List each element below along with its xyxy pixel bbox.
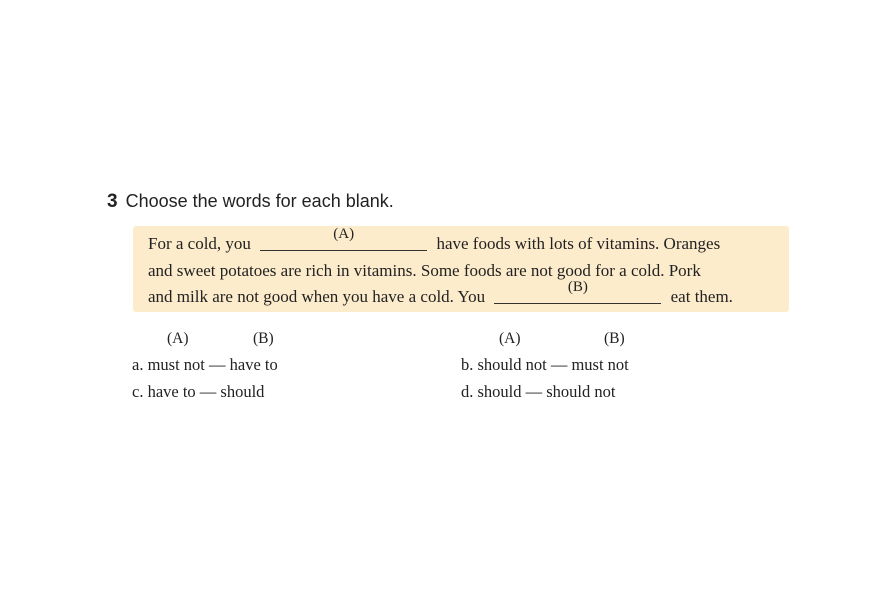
choice-b[interactable]: b. should not — must not [461, 355, 629, 374]
question-prompt: Choose the words for each blank. [125, 191, 394, 211]
passage-line-1 [148, 226, 789, 258]
column-header-right-a: (A) [499, 330, 521, 347]
choice-c[interactable]: c. have to — should [132, 382, 265, 401]
choice-a[interactable]: a. must not — have to [132, 355, 278, 374]
column-header-right-b: (B) [604, 330, 625, 347]
column-header-left-a: (A) [167, 330, 189, 347]
passage-text: have foods with lots of vitamins. Oranges [436, 234, 721, 253]
passage-box [133, 226, 789, 312]
passage-text: and sweet potatoes are rich in vitamins. Some foods are not good for a cold. Pork [148, 260, 701, 280]
passage-text: For a cold, you [148, 234, 251, 253]
question-header [107, 191, 394, 215]
blank-a-label: (A) [333, 226, 355, 242]
choice-d[interactable]: d. should — should not [461, 382, 616, 401]
passage-text: and milk are not good when you have a cold. You [148, 287, 486, 306]
column-header-left-b: (B) [253, 330, 274, 347]
question-number: 3 [107, 191, 118, 212]
passage-text: eat them. [670, 287, 733, 306]
passage-line-2 [148, 258, 789, 285]
blank-b-label: (B) [567, 279, 588, 295]
passage-line-3 [148, 279, 789, 311]
blank-a [260, 226, 427, 251]
blank-b [494, 279, 661, 304]
